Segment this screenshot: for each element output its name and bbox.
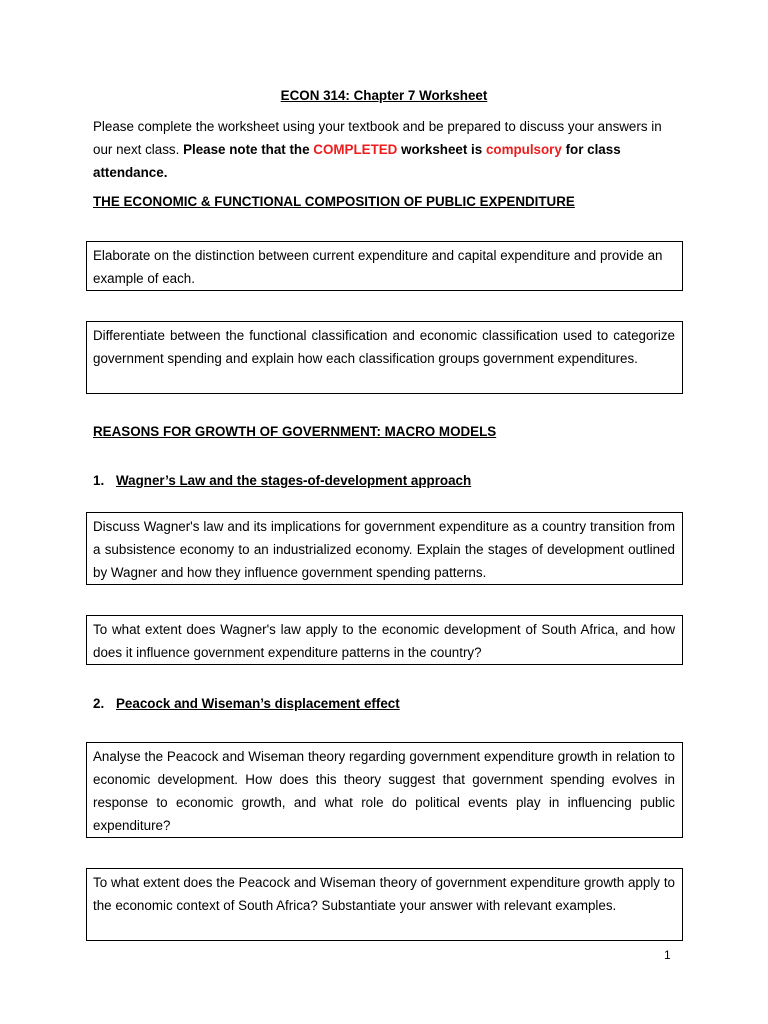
section-heading-composition: THE ECONOMIC & FUNCTIONAL COMPOSITION OF PUBLIC EXPENDITURE	[93, 194, 575, 209]
question-box-peacock-wiseman-south-africa	[86, 868, 683, 941]
section-heading-macro-models: REASONS FOR GROWTH OF GOVERNMENT: MACRO MODELS	[93, 424, 497, 439]
page-number: 1	[664, 948, 671, 962]
subsection-heading-wagners-law	[93, 472, 653, 490]
question-box-wagner-south-africa	[86, 615, 683, 665]
subsection-number: 1.	[93, 473, 105, 488]
question-text: Analyse the Peacock and Wiseman theory regarding government expenditure growth in relation to economic development. How does this theory suggest that government spending evolves in response to economic growth, and what role do political events play in influencing public expenditure?	[93, 749, 675, 833]
question-text: Elaborate on the distinction between current expenditure and capital expenditure and provide an example of each.	[93, 248, 663, 286]
intro-worksheet-text: worksheet is	[397, 142, 486, 157]
question-box-current-vs-capital	[86, 241, 683, 291]
intro-note-text: Please note that the	[183, 142, 314, 157]
subsection-title: Wagner’s Law and the stages-of-development approach	[116, 473, 472, 488]
subsection-title: Peacock and Wiseman’s displacement effect	[116, 696, 400, 711]
question-text: Discuss Wagner's law and its implications for government expenditure as a country transition from a subsistence economy to an industrialized economy. Explain the stages of development outlined by Wagner and how they influence government spending patterns.	[93, 519, 675, 580]
intro-attendance-text: for class attendance.	[93, 142, 621, 180]
question-text: To what extent does the Peacock and Wiseman theory of government expenditure growth apply to the economic context of South Africa? Substantiate your answer with relevant examples.	[93, 875, 675, 913]
intro-completed-highlight: COMPLETED	[313, 142, 398, 157]
question-text: Differentiate between the functional classification and economic classification used to categorize government spending and explain how each classification groups government expenditures.	[93, 328, 675, 366]
question-text: To what extent does Wagner's law apply to the economic development of South Africa, and how does it influence government expenditure patterns in the country?	[93, 622, 675, 660]
question-box-wagner-discussion	[86, 512, 683, 585]
question-box-functional-vs-economic	[86, 321, 683, 394]
worksheet-title: ECON 314: Chapter 7 Worksheet	[280, 88, 488, 103]
intro-paragraph	[93, 115, 677, 184]
subsection-heading-displacement-effect	[93, 695, 653, 713]
intro-compulsory-highlight: compulsory	[485, 142, 562, 157]
intro-text: Please complete the worksheet using your textbook and be prepared to discuss your answers in our next class.	[93, 119, 662, 157]
question-box-peacock-wiseman-analysis	[86, 742, 683, 838]
subsection-number: 2.	[93, 696, 105, 711]
